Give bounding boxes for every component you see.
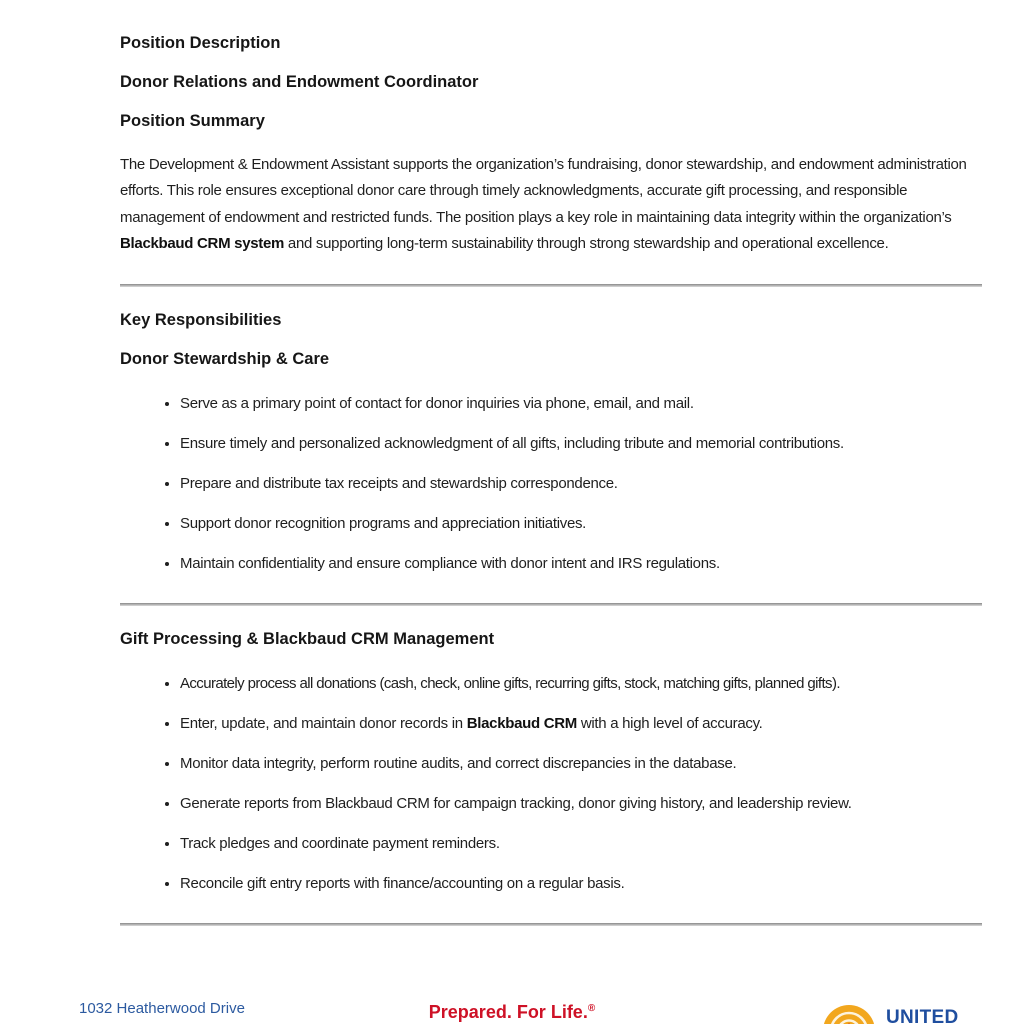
summary-paragraph: [120, 152, 982, 258]
united-way-logo-icon: [822, 1003, 878, 1024]
position-title: Donor Relations and Endowment Coordinator: [120, 73, 479, 91]
list-item: • Serve as a primary point of contact for donor inquiries via phone, email, and mail.: [180, 391, 982, 417]
united-way-wordmark: UNITED: [886, 1007, 959, 1024]
footer-address: 1032 Heatherwood Drive: [79, 1000, 245, 1017]
donor-stewardship-list: [120, 391, 982, 577]
registered-mark: ®: [587, 1003, 596, 1014]
list-item: • Prepare and distribute tax receipts and stewardship correspondence.: [180, 471, 982, 497]
list-item: • Support donor recognition programs and appreciation initiatives.: [180, 511, 982, 537]
bullet-bold-phrase: Blackbaud CRM: [466, 714, 577, 732]
gift-processing-heading: Gift Processing & Blackbaud CRM Management: [120, 629, 495, 648]
summary-bold-phrase: Blackbaud CRM system: [120, 235, 285, 253]
summary-text-before: The Development & Endowment Assistant supports the organization’s fundraising, donor stewardship, and endowment administration efforts. This role ensures exceptional donor care through timely acknowledgments, accurate gift processing, and responsible management of endowment and restricted funds. The position plays a key role in maintaining data integrity within the organization’s: [120, 156, 967, 226]
bullet-text-after: with a high level of accuracy.: [577, 714, 763, 732]
list-item: [180, 711, 982, 737]
list-item: • Monitor data integrity, perform routine audits, and correct discrepancies in the database.: [180, 751, 982, 777]
list-item: • Accurately process all donations (cash, check, online gifts, recurring gifts, stock, matching gifts, planned gifts).: [180, 671, 982, 697]
doc-title: Position Description: [120, 34, 281, 52]
section-divider: [120, 284, 982, 287]
list-item: • Generate reports from Blackbaud CRM for campaign tracking, donor giving history, and leadership review.: [180, 791, 982, 817]
list-item: • Track pledges and coordinate payment reminders.: [180, 831, 982, 857]
list-item: • Maintain confidentiality and ensure compliance with donor intent and IRS regulations.: [180, 551, 982, 577]
summary-heading: Position Summary: [120, 112, 265, 130]
slogan-text: Prepared. For Life.: [428, 1002, 588, 1022]
section-divider: [120, 923, 982, 926]
list-item: • Reconcile gift entry reports with finance/accounting on a regular basis.: [180, 871, 982, 897]
key-responsibilities-heading: Key Responsibilities: [120, 310, 282, 329]
donor-stewardship-heading: Donor Stewardship & Care: [120, 349, 330, 368]
list-item: • Ensure timely and personalized acknowledgment of all gifts, including tribute and memorial contributions.: [180, 431, 982, 457]
section-divider: [120, 603, 982, 606]
document-body: [120, 35, 982, 926]
bullet-text-before: Enter, update, and maintain donor records in: [180, 714, 467, 732]
gift-processing-list: [120, 671, 982, 897]
summary-text-after: and supporting long-term sustainability through strong stewardship and operational excellence.: [284, 235, 889, 253]
